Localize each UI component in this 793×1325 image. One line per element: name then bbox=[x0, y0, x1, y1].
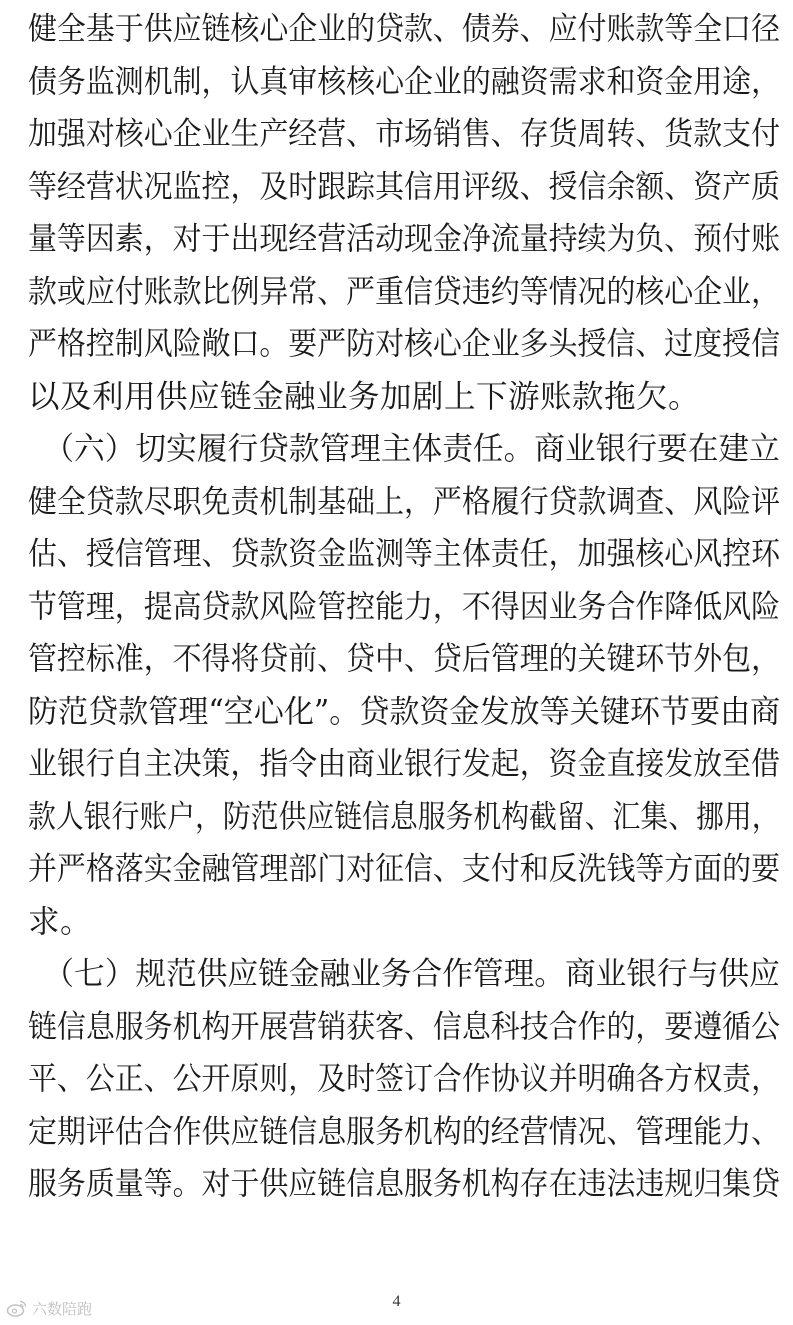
text-line: 节管理，提高贷款风险管控能力，不得因业务合作降低风险 bbox=[28, 588, 781, 625]
text-line: 并严格落实金融管理部门对征信、支付和反洗钱等方面的要 bbox=[28, 851, 781, 887]
text-line: 链信息服务机构开展营销获客、信息科技合作的，要遵循公 bbox=[28, 1008, 781, 1045]
text-line: 防范贷款管理“空心化”。贷款资金发放等关键环节要由商 bbox=[28, 693, 781, 730]
text-line: 服务质量等。对于供应链信息服务机构存在违法违规归集贷 bbox=[28, 1166, 781, 1202]
text-line: （六）切实履行贷款管理主体责任。商业银行要在建立 bbox=[28, 431, 780, 467]
text-line: 严格控制风险敞口。要严防对核心企业多头授信、过度授信 bbox=[28, 326, 781, 362]
text-line: 平、公正、公开原则，及时签订合作协议并明确各方权责， bbox=[28, 1061, 781, 1097]
text-line: 估、授信管理、贷款资金监测等主体责任，加强核心风控环 bbox=[28, 536, 781, 572]
text-line: 业银行自主决策，指令由商业银行发起，资金直接发放至借 bbox=[28, 746, 781, 782]
text-line: 债务监测机制，认真审核核心企业的融资需求和资金用途， bbox=[28, 63, 781, 100]
text-line: 定期评估合作供应链信息服务机构的经营情况、管理能力、 bbox=[28, 1113, 781, 1150]
watermark-text: 六数陪跑 bbox=[32, 1299, 93, 1318]
text-line: 款或应付账款比例异常、严重信贷违约等情况的核心企业， bbox=[28, 273, 781, 310]
text-line: 管控标准，不得将贷前、贷中、贷后管理的关键环节外包， bbox=[28, 641, 781, 677]
text-line: 以及利用供应链金融业务加剧上下游账款拖欠。 bbox=[28, 378, 701, 415]
page-number: 4 bbox=[392, 1293, 401, 1310]
text-line: 加强对核心企业生产经营、市场销售、存货周转、货款支付 bbox=[28, 116, 781, 152]
watermark bbox=[6, 1295, 92, 1321]
text-line: 等经营状况监控，及时跟踪其信用评级、授信余额、资产质 bbox=[28, 168, 781, 205]
text-line: 健全贷款尽职免责机制基础上，严格履行贷款调查、风险评 bbox=[28, 483, 781, 520]
weibo-logo-icon bbox=[6, 1298, 28, 1318]
text-line: （七）规范供应链金融业务合作管理。商业银行与供应 bbox=[28, 956, 780, 992]
text-line: 款人银行账户，防范供应链信息服务机构截留、汇集、挪用， bbox=[28, 798, 780, 835]
text-line: 量等因素，对于出现经营活动现金净流量持续为负、预付账 bbox=[28, 221, 781, 257]
text-line: 求。 bbox=[28, 903, 93, 940]
text-line: 健全基于供应链核心企业的贷款、债券、应付账款等全口径 bbox=[28, 11, 781, 47]
